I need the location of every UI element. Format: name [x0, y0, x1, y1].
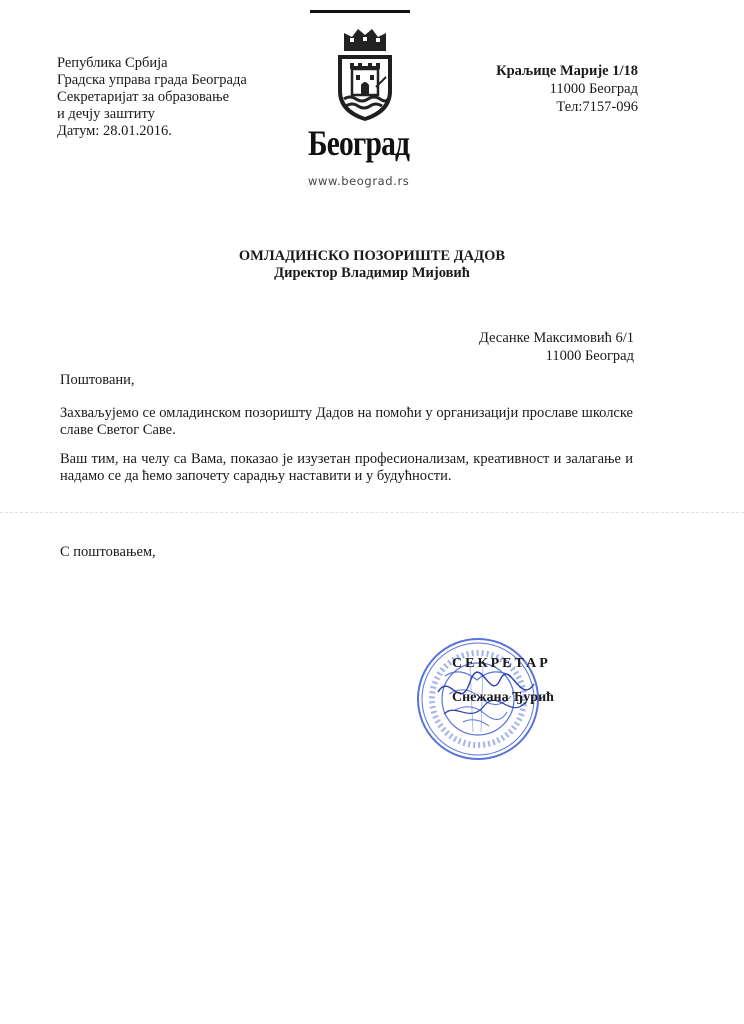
- letter-closing: С поштовањем,: [60, 544, 156, 560]
- recipient-organization: ОМЛАДИНСКО ПОЗОРИШТЕ ДАДОВ: [238, 248, 506, 264]
- recipient-block: [0, 248, 744, 282]
- belgrade-coat-of-arms-icon: [330, 25, 400, 125]
- letter-paragraph: Ваш тим, на челу са Вама, показао је изузетан професионализам, креативност и залагање и надамо се да ћемо започету сарадњу наставити и у будућности.: [60, 451, 633, 484]
- contact-phone: Тел:7157-096: [556, 99, 638, 115]
- sender-line-child-protection: и дечју заштиту: [57, 106, 155, 122]
- logo-website: www.beograd.rs: [308, 174, 410, 188]
- sender-line-city-admin: Градска управа града Београда: [57, 72, 247, 88]
- contact-street: Краљице Марије 1/18: [496, 63, 638, 79]
- signatory-name: Снежана Ђурић: [452, 690, 554, 705]
- recipient-city: 11000 Београд: [545, 348, 634, 364]
- page-fold-line: [0, 512, 744, 513]
- letter-paragraph: Захваљујемо се омладинском позоришту Дадов на помоћи у организацији прославе школске славе Светог Саве.: [60, 405, 633, 438]
- contact-city: 11000 Београд: [549, 81, 638, 97]
- sender-line-republic: Република Србија: [57, 55, 168, 71]
- sender-block: [57, 55, 287, 140]
- recipient-street: Десанке Максимовић 6/1: [478, 330, 634, 346]
- contact-block: [496, 62, 638, 116]
- recipient-person: Директор Владимир Мијовић: [274, 265, 470, 281]
- signatory-title: СЕКРЕТАР: [452, 656, 551, 671]
- document-date: Датум: 28.01.2016.: [57, 123, 172, 139]
- letter-greeting: Поштовани,: [60, 372, 135, 388]
- header-top-rule: [310, 10, 410, 13]
- recipient-address: [479, 329, 634, 365]
- logo-city-name: Београд: [308, 123, 410, 163]
- sender-line-secretariat: Секретаријат за образовање: [57, 89, 230, 105]
